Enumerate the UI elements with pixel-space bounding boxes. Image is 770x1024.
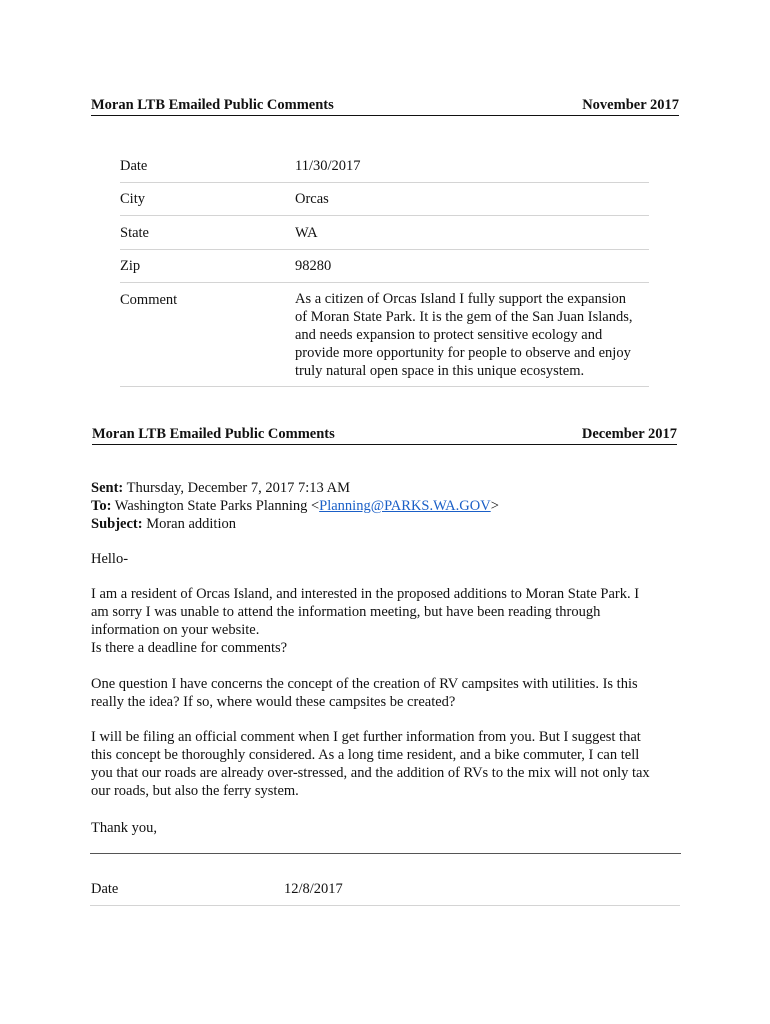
paragraph-line: our roads, but also the ferry system. xyxy=(91,783,299,799)
field-label-city: City xyxy=(120,191,145,207)
paragraph-line: this concept be thoroughly considered. As a long time resident, and a bike commuter, I can tell xyxy=(91,747,640,763)
row-divider xyxy=(120,282,649,283)
subject-label: Subject: xyxy=(91,516,143,532)
paragraph-line: am sorry I was unable to attend the information meeting, but have been reading through xyxy=(91,604,601,620)
email-greeting: Hello- xyxy=(91,551,129,567)
date-value: 12/8/2017 xyxy=(284,881,343,897)
section2-title: Moran LTB Emailed Public Comments xyxy=(92,426,335,442)
sent-value: Thursday, December 7, 2017 7:13 AM xyxy=(126,480,350,496)
separator-line xyxy=(90,853,681,854)
field-label-state: State xyxy=(120,225,149,241)
row-divider xyxy=(120,249,649,250)
comment-line: and needs expansion to protect sensitive ecology and xyxy=(295,327,603,343)
field-value-zip: 98280 xyxy=(295,258,332,274)
row-divider xyxy=(120,182,649,183)
row-divider xyxy=(90,905,680,906)
paragraph-line: you that our roads are already over-stressed, and the addition of RVs to the mix will not only tax xyxy=(91,765,650,781)
paragraph-line: I am a resident of Orcas Island, and interested in the proposed additions to Moran State Park. I xyxy=(91,586,640,602)
subject-line xyxy=(91,515,681,533)
paragraph-line: really the idea? If so, where would these campsites be created? xyxy=(91,694,456,710)
field-label-date: Date xyxy=(120,158,148,174)
section1-date: November 2017 xyxy=(582,97,679,113)
section1-header xyxy=(91,97,679,116)
field-label-zip: Zip xyxy=(120,258,141,274)
comment-line: of Moran State Park. It is the gem of the San Juan Islands, xyxy=(295,309,633,325)
field-value-city: Orcas xyxy=(295,191,329,207)
to-label: To: xyxy=(91,498,112,514)
section1-title: Moran LTB Emailed Public Comments xyxy=(91,97,334,113)
paragraph-line: information on your website. xyxy=(91,622,260,638)
paragraph-line: One question I have concerns the concept of the creation of RV campsites with utilities. Is this xyxy=(91,676,638,692)
to-value: Washington State Parks Planning < xyxy=(114,498,320,514)
to-line xyxy=(91,497,681,515)
subject-value: Moran addition xyxy=(146,516,236,532)
section2-date: December 2017 xyxy=(581,426,677,442)
paragraph-line: Is there a deadline for comments? xyxy=(91,640,288,656)
field-value-date: 11/30/2017 xyxy=(295,158,361,174)
comment-line: provide more opportunity for people to observe and enjoy xyxy=(295,345,631,361)
sent-line xyxy=(91,479,681,497)
date-label: Date xyxy=(91,881,119,897)
sent-label: Sent: xyxy=(91,480,124,496)
email-paragraph-3 xyxy=(91,728,681,800)
field-label-comment: Comment xyxy=(120,292,178,308)
row-divider xyxy=(120,386,649,387)
paragraph-line: I will be filing an official comment when I get further information from you. But I suggest that xyxy=(91,729,641,745)
email-link[interactable]: Planning@PARKS.WA.GOV xyxy=(319,498,491,514)
email-paragraph-1 xyxy=(91,585,681,657)
row-divider xyxy=(120,215,649,216)
field-value-comment xyxy=(295,290,655,380)
field-value-state: WA xyxy=(295,225,318,241)
comment-line: truly natural open space in this unique ecosystem. xyxy=(295,363,585,379)
email-closing: Thank you, xyxy=(91,820,158,836)
section2-header xyxy=(92,426,677,445)
email-headers xyxy=(91,479,681,533)
email-paragraph-2 xyxy=(91,675,681,711)
to-close: > xyxy=(490,498,499,514)
comment-line: As a citizen of Orcas Island I fully support the expansion xyxy=(295,291,626,307)
